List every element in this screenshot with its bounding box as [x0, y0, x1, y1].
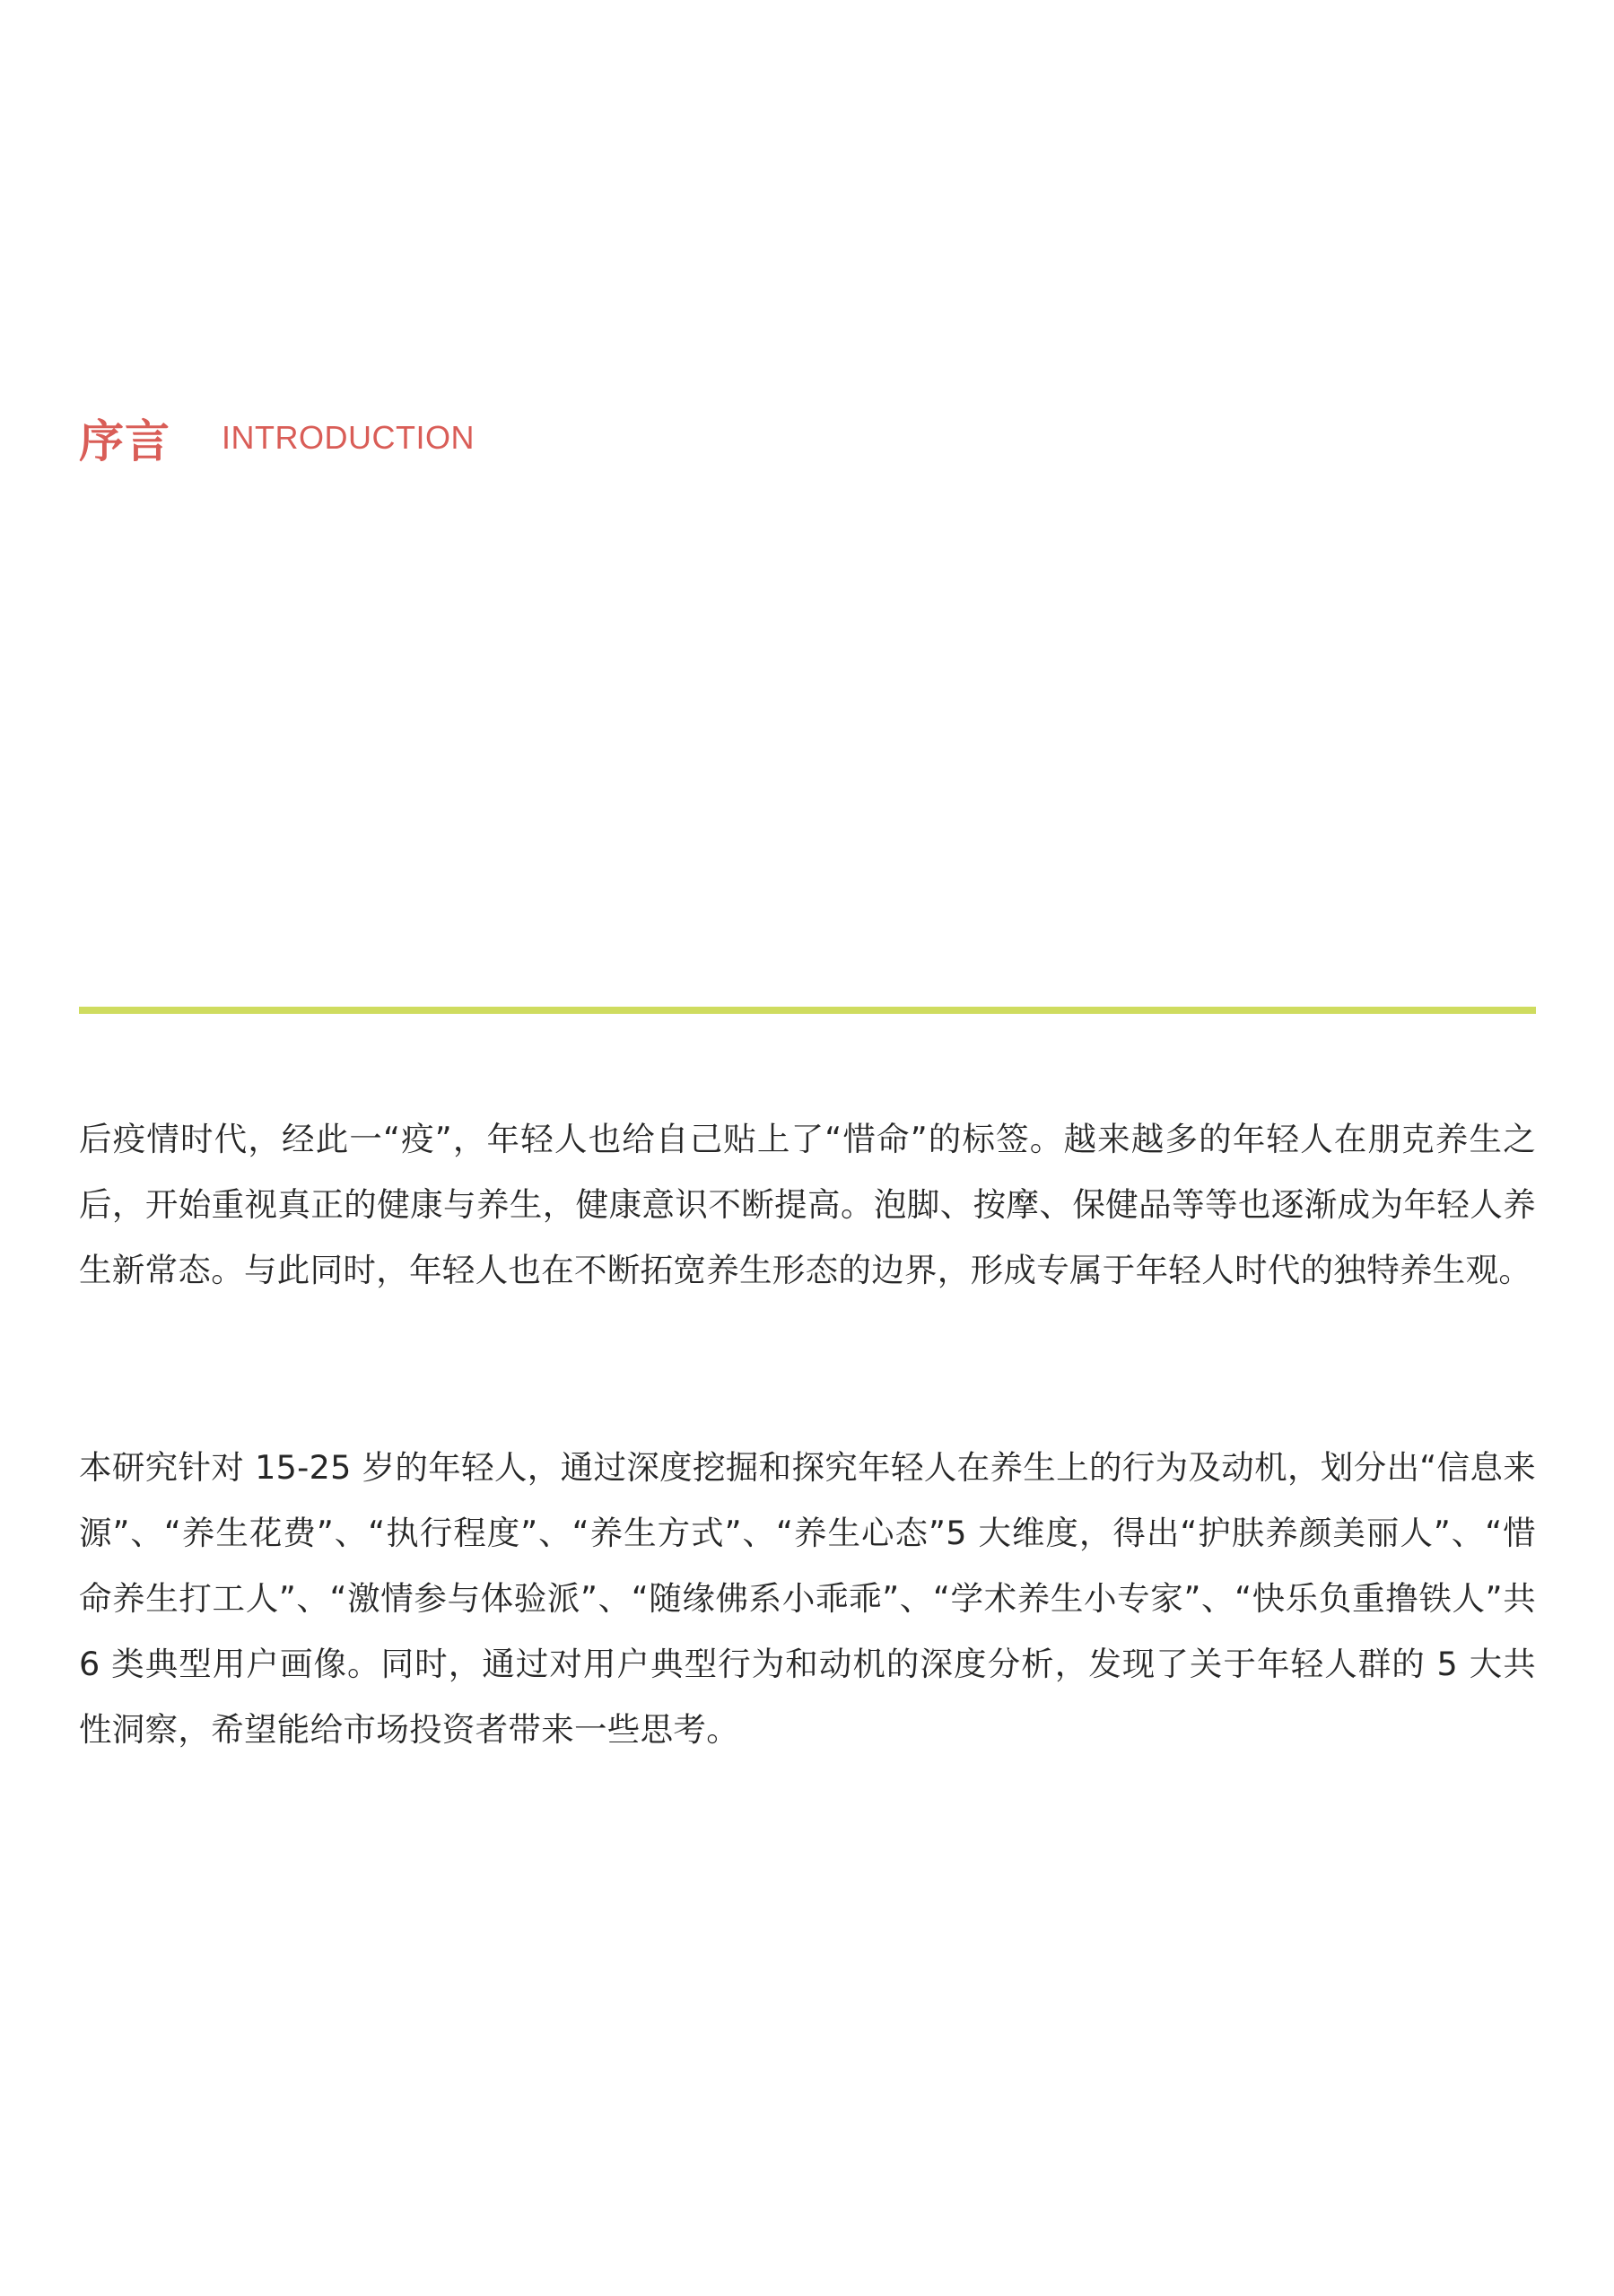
section-title-zh: 序言 — [79, 415, 170, 467]
section-title-en: INTRODUCTION — [222, 419, 475, 456]
section-divider — [79, 1007, 1536, 1014]
intro-paragraph-2: 本研究针对 15-25 岁的年轻人，通过深度挖掘和探究年轻人在养生上的行为及动机，划分出“信息来源”、“养生花费”、“执行程度”、“养生方式”、“养生心态”5 大维度，得出“护肤养颜美丽人”、“惜命养生打工人”、“激情参与体验派”、“随缘佛系小乖乖”、“学术养生小专家”、“快乐负重撸铁人”共 6 类典型用户画像。同时，通过对用户典型行为和动机的深度分析，发现了关于年轻人群的 5 大共性洞察，希望能给市场投资者带来一些思考。 — [79, 1447, 1536, 1749]
intro-paragraph-1: 后疫情时代，经此一“疫”，年轻人也给自己贴上了“惜命”的标签。越来越多的年轻人在朋克养生之后，开始重视真正的健康与养生，健康意识不断提高。泡脚、按摩、保健品等等也逐渐成为年轻人养生新常态。与此同时，年轻人也在不断拓宽养生形态的边界，形成专属于年轻人时代的独特养生观。 — [79, 1119, 1536, 1289]
section-heading — [79, 402, 475, 474]
